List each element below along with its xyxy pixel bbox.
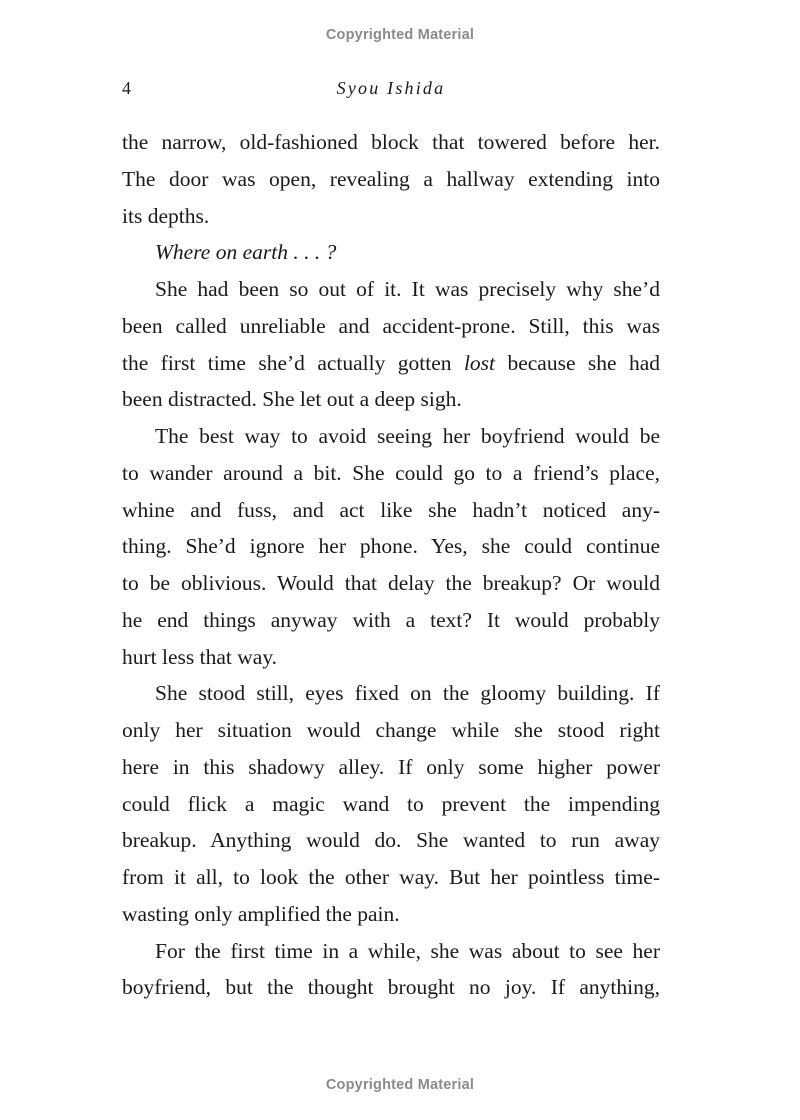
running-header: [122, 76, 660, 100]
copyright-watermark-top: Copyrighted Material: [325, 27, 475, 43]
text-line: [122, 345, 660, 382]
text-line: he end things anyway with a text? It would probably: [122, 607, 660, 632]
page-number: 4: [122, 78, 131, 98]
text-line: hurt less that way.: [122, 644, 278, 669]
text-line: here in this shadowy alley. If only some higher power: [122, 754, 660, 779]
text-line: been distracted. She let out a deep sigh.: [122, 387, 462, 412]
text-line: The best way to avoid seeing her boyfriend would be: [155, 424, 660, 448]
running-title-author: Syou Ishida: [336, 78, 446, 98]
text-line: wasting only amplified the pain.: [122, 901, 400, 926]
text-line: the narrow, old-fashioned block that towered before her.: [122, 130, 660, 154]
body-text: [122, 124, 660, 1006]
text-line: could flick a magic wand to prevent the impending: [122, 791, 660, 816]
text-line: thing. She’d ignore her phone. Yes, she could continue: [122, 534, 660, 559]
emphasis-lost: lost: [463, 350, 496, 375]
text-line: For the first time in a while, she was about to see her: [155, 938, 660, 963]
text-segment: the first time she’d actually gotten: [122, 350, 452, 375]
text-segment: because she had: [507, 350, 661, 375]
text-line: to be oblivious. Would that delay the breakup? Or would: [122, 571, 660, 595]
text-line: only her situation would change while she stood right: [122, 718, 660, 742]
text-line: breakup. Anything would do. She wanted to run away: [122, 828, 660, 853]
text-line: been called unreliable and accident-prone. Still, this was: [122, 313, 660, 338]
text-line: from it all, to look the other way. But her pointless time-: [122, 865, 660, 889]
text-line: She had been so out of it. It was precisely why she’d: [155, 277, 660, 301]
text-line: boyfriend, but the thought brought no joy. If anything,: [122, 975, 660, 1000]
text-line-italic-thought: Where on earth . . . ?: [155, 240, 337, 265]
text-line: whine and fuss, and act like she hadn’t noticed any-: [122, 497, 660, 522]
text-line: to wander around a bit. She could go to a friend’s place,: [122, 460, 660, 485]
text-line: The door was open, revealing a hallway extending into: [122, 166, 660, 191]
copyright-watermark-bottom: Copyrighted Material: [325, 1077, 475, 1093]
text-line: She stood still, eyes fixed on the gloomy building. If: [155, 681, 660, 706]
text-line: its depths.: [122, 203, 210, 228]
